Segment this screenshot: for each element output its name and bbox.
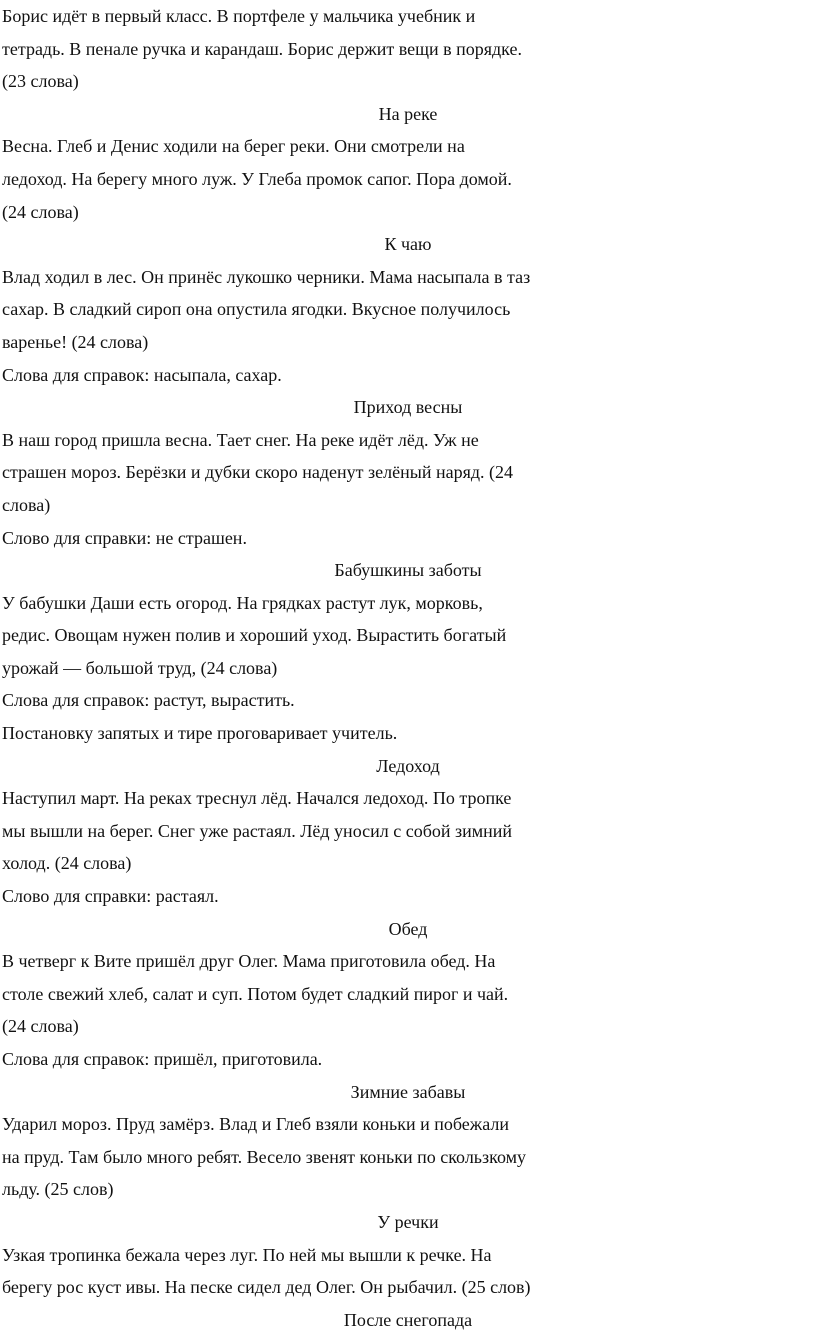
text-line: сахар. В сладкий сироп она опустила ягодки. Вкусное получилось [2,299,511,320]
section-title: Ледоход [376,755,440,776]
text-line: урожай — большой труд, (24 слова) [2,657,278,678]
text-line: Узкая тропинка бежала через луг. По ней мы вышли к речке. На [2,1244,492,1265]
text-line: Ударил мороз. Пруд замёрз. Влад и Глеб взяли коньки и побежали [2,1114,509,1135]
text-line: тетрадь. В пенале ручка и карандаш. Борис держит вещи в порядке. [2,38,522,59]
text-line: Слово для справки: растаял. [2,886,219,907]
text-line: Влад ходил в лес. Он принёс лукошко черники. Мама насыпала в таз [2,266,531,287]
section-title: Зимние забавы [350,1081,466,1102]
text-line: мы вышли на берег. Снег уже растаял. Лёд уносил с собой зимний [2,820,513,841]
section-title: У речки [377,1211,439,1232]
text-line: Наступил март. На реках треснул лёд. Начался ледоход. По тропке [2,788,512,809]
text-line: У бабушки Даши есть огород. На грядках растут лук, морковь, [2,592,483,613]
text-line: холод. (24 слова) [2,853,132,874]
text-line: Слово для справки: не страшен. [2,527,247,548]
text-line: Слова для справок: насыпала, сахар. [2,364,282,385]
section-title: На реке [378,103,438,124]
text-line: (24 слова) [2,201,79,222]
text-line: В наш город пришла весна. Тает снег. На реке идёт лёд. Уж не [2,429,479,450]
text-line: варенье! (24 слова) [2,331,149,352]
section-title: Обед [388,918,428,939]
text-line: на пруд. Там было много ребят. Весело звенят коньки по скользкому [2,1146,526,1167]
text-line: В четверг к Вите пришёл друг Олег. Мама приготовила обед. На [2,951,496,972]
section-title: Приход весны [353,397,463,418]
text-line: Весна. Глеб и Денис ходили на берег реки. Они смотрели на [2,136,465,157]
text-line: Борис идёт в первый класс. В портфеле у мальчика учебник и [2,6,476,26]
text-line: берегу рос куст ивы. На песке сидел дед Олег. Он рыбачил. (25 слов) [2,1277,531,1298]
text-line: ледоход. На берегу много луж. У Глеба промок сапог. Пора домой. [2,168,512,189]
text-line: Слова для справок: растут, вырастить. [2,690,295,711]
text-line: столе свежий хлеб, салат и суп. Потом будет сладкий пирог и чай. [2,983,509,1004]
text-line: (23 слова) [2,71,79,92]
text-line: редис. Овощам нужен полив и хороший уход. Вырастить богатый [2,625,507,646]
text-line: льду. (25 слов) [2,1179,114,1200]
section-title: Бабушкины заботы [334,560,482,581]
text-line: Слова для справок: пришёл, приготовила. [2,1049,323,1069]
text-line: Постановку запятых и тире проговаривает учитель. [2,723,398,744]
section-title: После снегопада [343,1309,473,1330]
text-line: слова) [2,494,51,515]
section-title: К чаю [384,234,432,255]
text-line: страшен мороз. Берёзки и дубки скоро наденут зелёный наряд. (24 [2,462,514,483]
text-line: (24 слова) [2,1016,79,1037]
